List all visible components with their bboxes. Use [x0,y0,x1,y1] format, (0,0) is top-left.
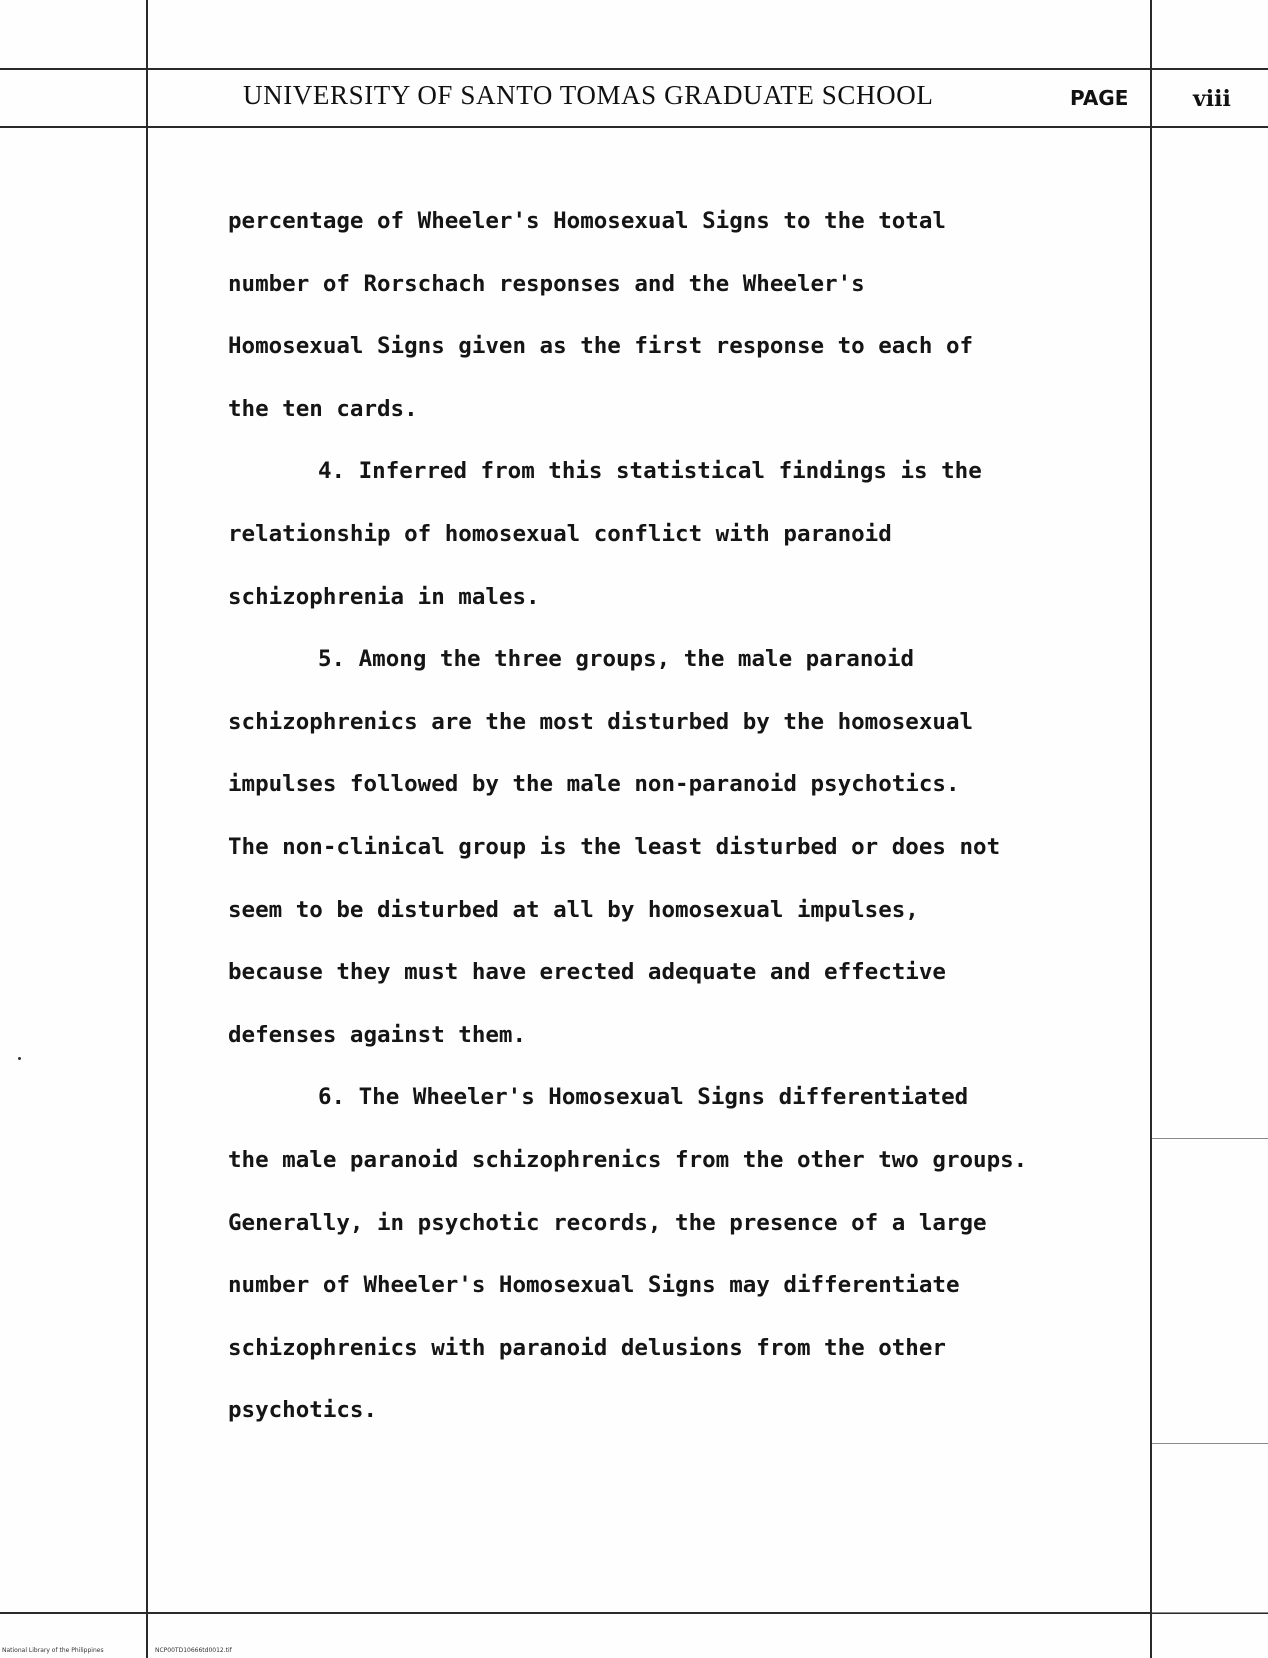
text-line-item-5: 5. Among the three groups, the male paranoid [318,646,915,673]
text-line: schizophrenics with paranoid delusions from the other [228,1334,946,1361]
text-line: The non-clinical group is the least disturbed or does not [228,833,1001,860]
text-line: number of Rorschach responses and the Wheeler's [228,270,865,297]
text-line: psychotics. [228,1397,378,1424]
text-line: seem to be disturbed at all by homosexual impulses, [228,896,919,923]
text-line: the male paranoid schizophrenics from the other two groups. [228,1146,1028,1173]
text-line: defenses against them. [228,1021,527,1048]
bottom-rule [0,1612,1268,1614]
header-title: UNIVERSITY OF SANTO TOMAS GRADUATE SCHOOL [243,80,934,110]
text-line: schizophrenia in males. [228,583,540,610]
text-line-item-4: 4. Inferred from this statistical findings is the [318,458,982,485]
left-margin-rule [146,0,148,1658]
scan-speck [18,1057,21,1060]
page-number: viii [1193,86,1231,112]
file-reference: NCP00TD10666td0012.tif [155,1647,232,1654]
right-margin-rule [1150,0,1152,1658]
text-line: Homosexual Signs given as the first response to each of [228,333,974,360]
text-line: percentage of Wheeler's Homosexual Signs to the total [228,208,946,234]
library-credit: National Library of the Philippines [2,1647,104,1654]
header-bottom-rule [0,126,1268,128]
text-line: relationship of homosexual conflict with paranoid [228,520,892,547]
page-label: PAGE [1070,86,1129,110]
text-line-item-6: 6. The Wheeler's Homosexual Signs differentiated [318,1084,969,1111]
text-line: number of Wheeler's Homosexual Signs may differentiate [228,1272,960,1299]
right-column-rule-3 [1152,1612,1268,1613]
right-column-rule-1 [1152,1138,1268,1139]
text-line: impulses followed by the male non-paranoid psychotics. [228,771,960,798]
text-line: schizophrenics are the most disturbed by the homosexual [228,708,974,735]
text-line: because they must have erected adequate and effective [228,959,946,986]
right-column-rule-2 [1152,1443,1268,1444]
text-line: Generally, in psychotic records, the presence of a large [228,1209,987,1236]
header-top-rule [0,68,1268,70]
body-text [228,190,1138,1442]
text-line: the ten cards. [228,395,418,422]
